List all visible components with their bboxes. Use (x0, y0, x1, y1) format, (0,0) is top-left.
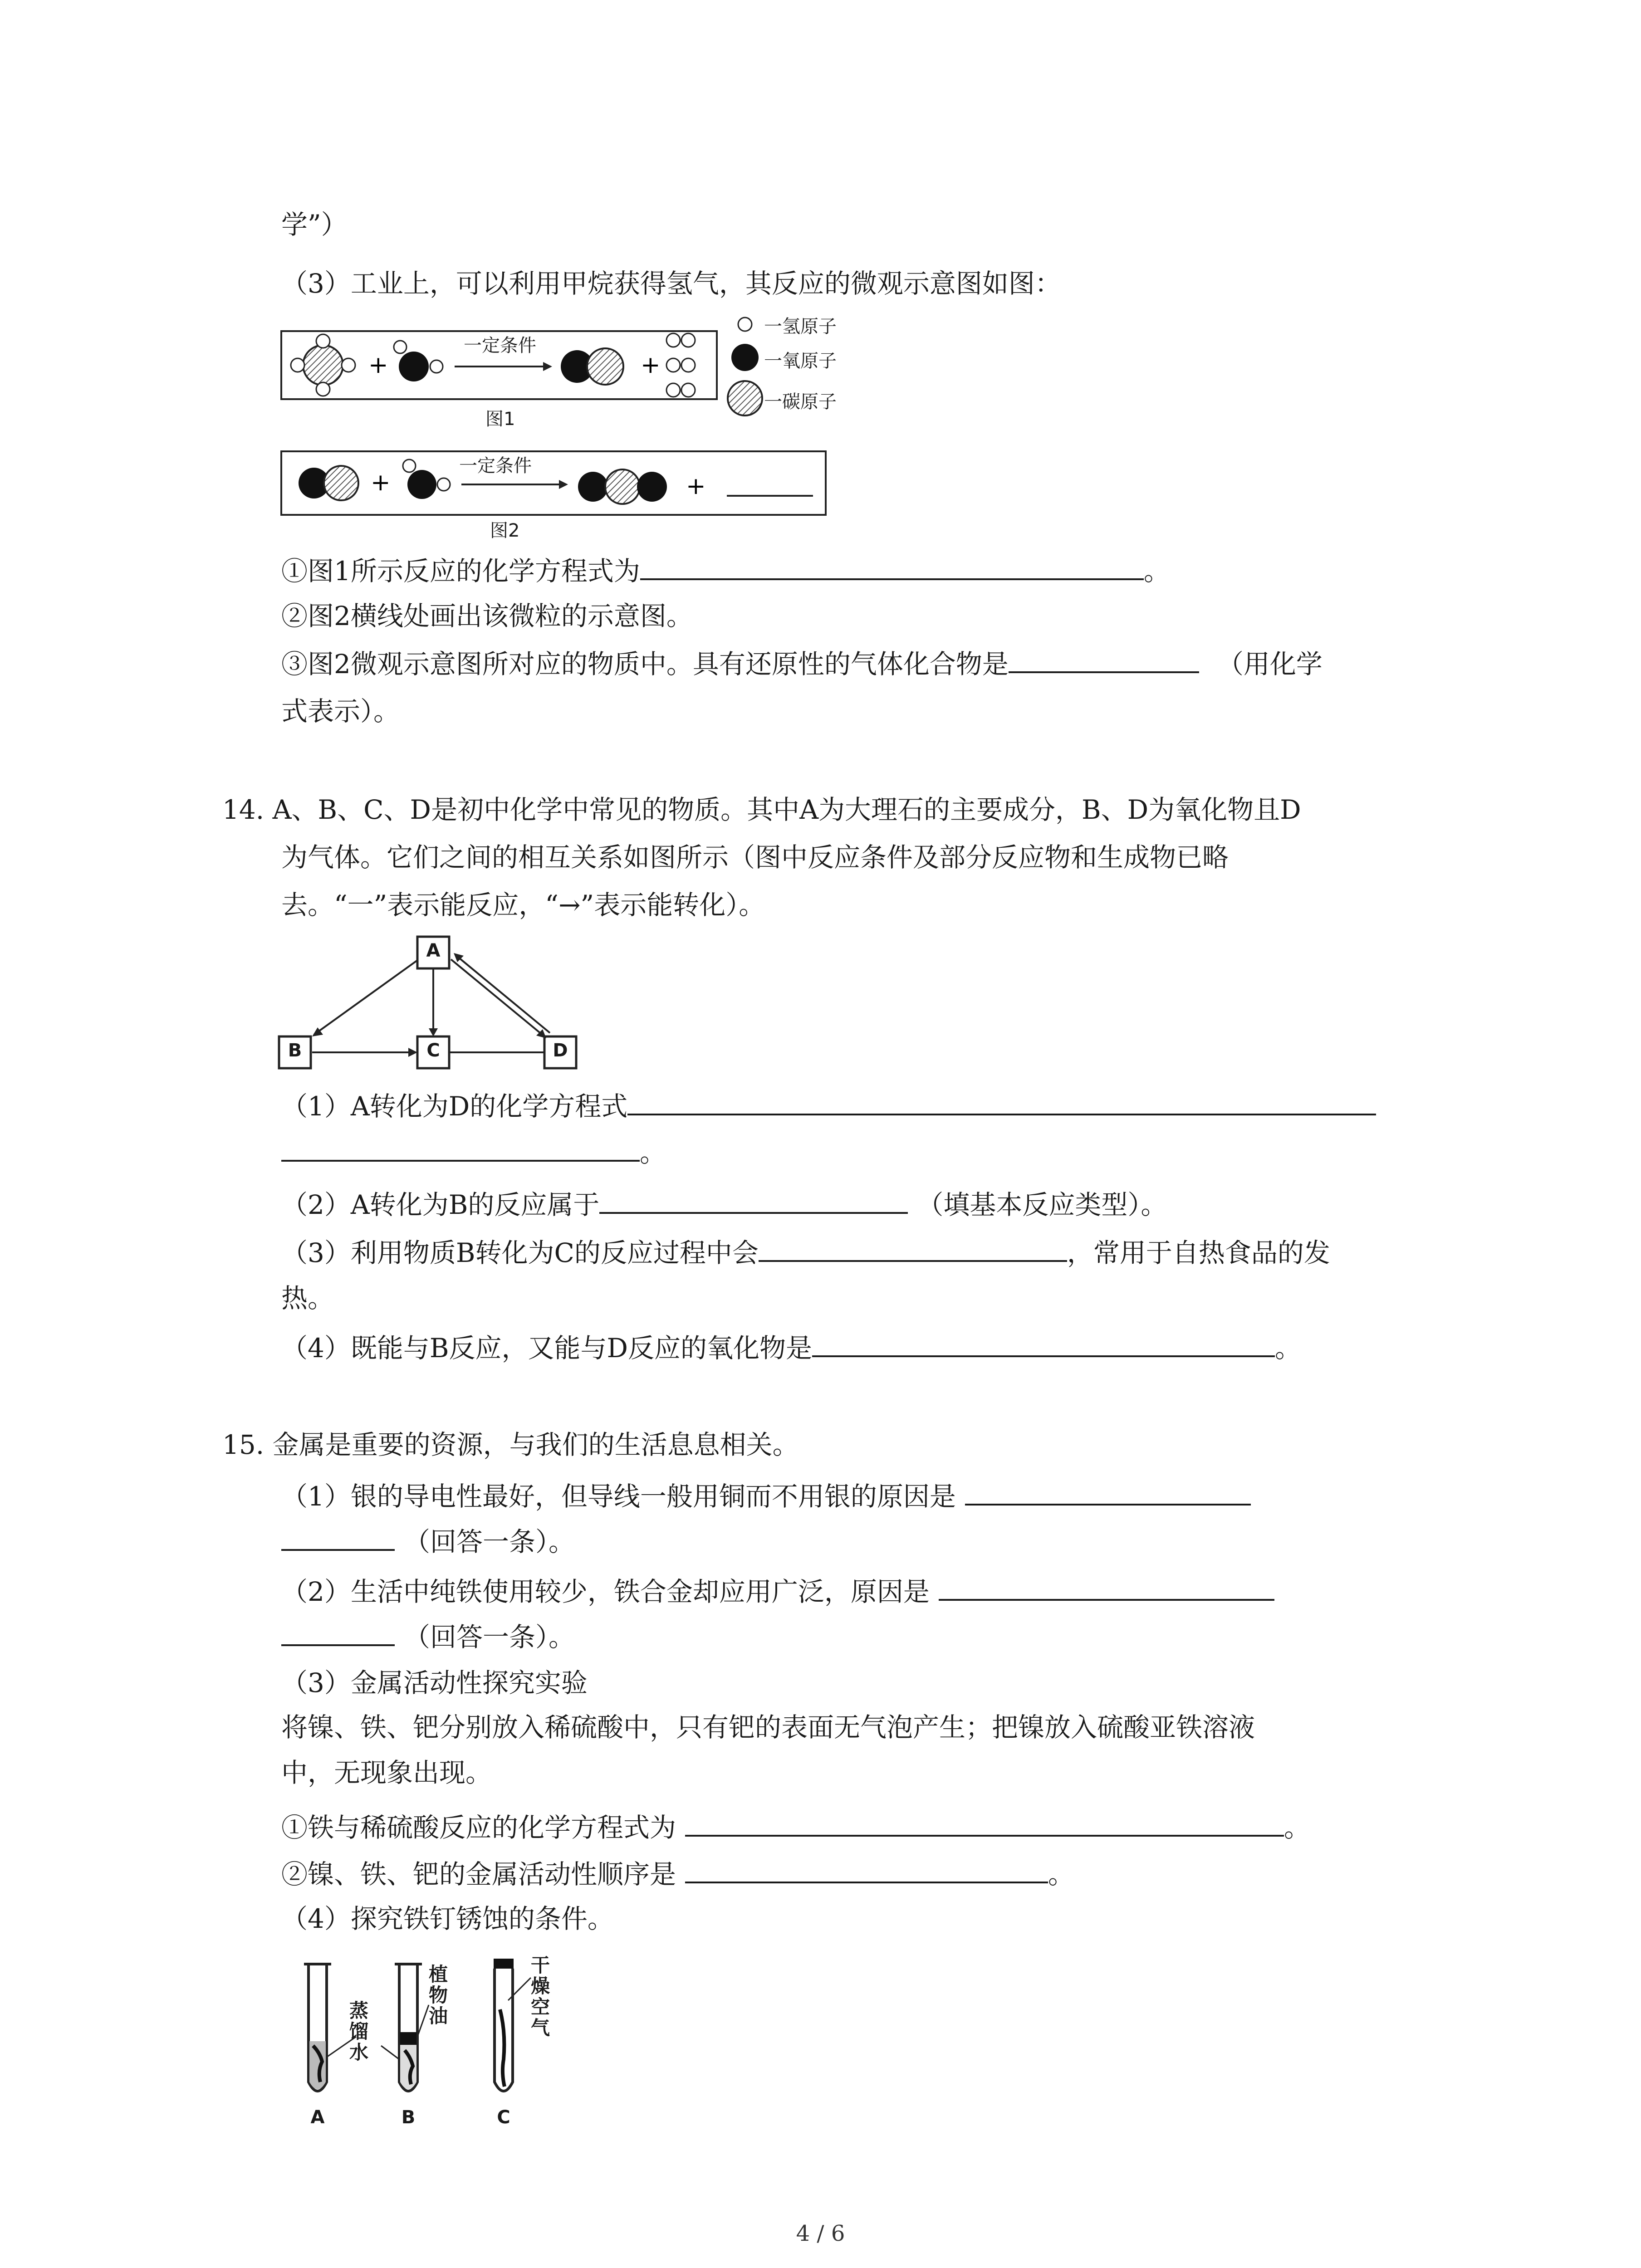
q14-part2: （2）A转化为B的反应属于 （填基本反应类型）。 (281, 1185, 1167, 1223)
q14-part3-cont: 热。 (281, 1283, 334, 1314)
water-molecule-2 (403, 459, 450, 499)
legend-oxygen: 一氧原子 (764, 351, 837, 371)
svg-text:+: + (368, 352, 388, 379)
fig1-caption: 图1 (485, 409, 515, 430)
q15-test-tubes-figure (277, 1955, 603, 2136)
tube-b-letter: B (401, 2107, 416, 2128)
q15-part3-line2: 中，无现象出现。 (281, 1757, 492, 1788)
tube-c (494, 1959, 531, 2091)
q13-sub2: ②图2横线处画出该微粒的示意图。 (281, 601, 693, 631)
q13-continuation: 学”） (281, 209, 348, 240)
q14-stem-line2: 为气体。它们之间的相互关系如图所示（图中反应条件及部分反应物和生成物已略 (281, 842, 1229, 873)
carbon-monoxide-molecule (561, 348, 623, 385)
q14-part4: （4）既能与B反应，又能与D反应的氧化物是 。 (281, 1328, 1301, 1366)
node-b: B (288, 1040, 302, 1061)
q15-part2: （2）生活中纯铁使用较少，铁合金却应用广泛，原因是 (281, 1572, 1274, 1610)
legend-hydrogen: 一氢原子 (764, 316, 837, 337)
q15-part3: （3）金属活动性探究实验 (281, 1667, 588, 1698)
q13-sub1: ①图1所示反应的化学方程式为 。 (281, 551, 1170, 589)
co2-molecule (578, 469, 667, 504)
svg-text:+: + (371, 469, 391, 496)
q15-sub1: ①铁与稀硫酸反应的化学方程式为 。 (281, 1808, 1310, 1846)
hydrogen-molecules (666, 333, 695, 397)
q13-sub3-cont: 式表示）。 (281, 696, 400, 727)
svg-text:+: + (686, 473, 706, 500)
fig1-condition-label: 一定条件 (464, 335, 536, 356)
q15-stem: 15. 金属是重要的资源，与我们的生活息息相关。 (222, 1429, 799, 1460)
tube-c-label: 干燥空气 (531, 1954, 550, 2039)
q15-part1-cont: （回答一条）。 (281, 1522, 575, 1560)
fig2-condition-label: 一定条件 (459, 455, 532, 476)
q14-relation-diagram (272, 928, 581, 1073)
q13-part3-text: （3）工业上，可以利用甲烷获得氢气，其反应的微观示意图如图： (281, 268, 1061, 299)
tube-c-letter: C (497, 2107, 510, 2128)
q13-sub3: ③图2微观示意图所对应的物质中。具有还原性的气体化合物是 （用化学 (281, 644, 1323, 682)
svg-text:+: + (641, 352, 661, 379)
q14-stem-line3: 去。“一”表示能反应，“→”表示能转化）。 (281, 890, 765, 920)
q15-part2-cont: （回答一条）。 (281, 1617, 575, 1655)
node-a: A (426, 940, 441, 961)
node-d: D (553, 1040, 568, 1061)
q13-figure-1 (278, 308, 877, 426)
tube-b (381, 1964, 429, 2091)
q15-part1: （1）银的导电性最好，但导线一般用铜而不用银的原因是 (281, 1476, 1251, 1515)
tube-a-label: 蒸馏水 (349, 1999, 369, 2063)
q15-part4: （4）探究铁钉锈蚀的条件。 (281, 1903, 614, 1934)
q15-part3-line1: 将镍、铁、钯分别放入稀硫酸中，只有钯的表面无气泡产生；把镍放入硫酸亚铁溶液 (281, 1712, 1255, 1743)
co-molecule (299, 466, 358, 500)
q14-part3: （3）利用物质B转化为C的反应过程中会 ，常用于自热食品的发 (281, 1233, 1330, 1271)
legend-carbon: 一碳原子 (764, 391, 837, 412)
q14-part1: （1）A转化为D的化学方程式 (281, 1086, 1376, 1124)
tube-a-letter: A (310, 2107, 325, 2128)
page-number: 4 / 6 (796, 2221, 845, 2246)
tube-b-label: 植物油 (429, 1963, 448, 2027)
q13-figure-2 (278, 438, 831, 519)
q14-part1-cont: 。 (281, 1133, 666, 1171)
fig2-caption: 图2 (490, 520, 520, 541)
methane-molecule (291, 334, 355, 396)
q15-sub2: ②镍、铁、钯的金属活动性顺序是 。 (281, 1854, 1074, 1892)
node-c: C (426, 1040, 440, 1061)
tube-a (304, 1964, 356, 2091)
water-molecule (394, 341, 443, 381)
q14-stem-line1: 14. A、B、C、D是初中化学中常见的物质。其中A为大理石的主要成分，B、D为氧化物且D (222, 794, 1301, 825)
